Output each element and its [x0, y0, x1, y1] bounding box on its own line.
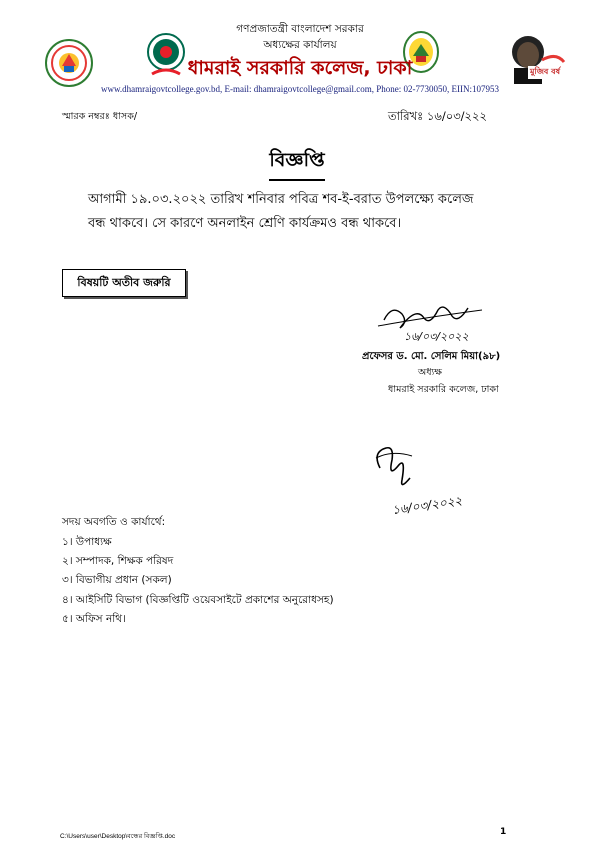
signer-title: অধ্যক্ষ	[418, 367, 443, 378]
notice-title-wrapper	[262, 146, 332, 181]
signer-organization: ধামরাই সরকারি কলেজ, ঢাকা	[388, 384, 499, 395]
cc-item: ৫। অফিস নথি।	[62, 612, 126, 625]
notice-body-line-1: আগামী ১৯.০৩.২০২২ তারিখ শনিবার পবিত্র শব-ই-বরাত উপলক্ষ্যে কলেজ	[88, 192, 474, 207]
cc-heading: সদয় অবগতি ও কার্যার্থে:	[62, 516, 166, 528]
mujib-badge-text: মুজিব বর্ষ	[528, 66, 562, 79]
urgent-label: বিষয়টি অতীব জরুরি	[62, 269, 186, 297]
signature-date-1: ১৬/০৩/২০২২	[404, 330, 469, 343]
memo-number: স্মারক নম্বরঃ ধাসক/	[62, 111, 138, 122]
cc-item: ৪। আইসিটি বিভাগ (বিজ্ঞপ্তিটি ওয়েবসাইটে প্রকাশের অনুরোধসহ)	[62, 593, 334, 606]
file-path: C:\Users\user\Desktop\বন্ধের বিজ্ঞপ্তি.doc	[60, 833, 176, 840]
principal-signature	[372, 296, 502, 348]
signer-name: প্রফেসর ড. মো. সেলিম মিয়া(৯৮)	[362, 351, 501, 362]
notice-date: তারিখঃ ১৬/০৩/২২২	[388, 109, 487, 123]
notice-body-line-2: বন্ধ থাকবে। সে কারণে অনলাইন শ্রেণি কার্যক্রমও বন্ধ থাকবে।	[88, 216, 402, 231]
cc-item: ২। সম্পাদক, শিক্ষক পরিষদ	[62, 555, 174, 568]
cc-list	[62, 533, 334, 629]
second-signature	[362, 438, 492, 518]
cc-item: ১। উপাধ্যক্ষ	[62, 536, 112, 548]
govt-title: গণপ্রজাতন্ত্রী বাংলাদেশ সরকার	[236, 23, 364, 35]
office-title: অধ্যক্ষের কার্যালয়	[263, 39, 337, 51]
notice-title: বিজ্ঞপ্তি	[269, 146, 324, 181]
contact-info: www.dhamraigovtcollege.gov.bd, E-mail: dhamraigovtcollege@gmail.com, Phone: 02-7730050, EIIN:107953	[100, 84, 500, 94]
page-number: 1	[500, 827, 507, 837]
college-name: ধামরাই সরকারি কলেজ, ঢাকা	[187, 57, 413, 79]
cc-item: ৩। বিভাগীয় প্রধান (সকল)	[62, 574, 172, 587]
signature-date-2: ১৬/০৩/২০২২	[391, 493, 464, 518]
